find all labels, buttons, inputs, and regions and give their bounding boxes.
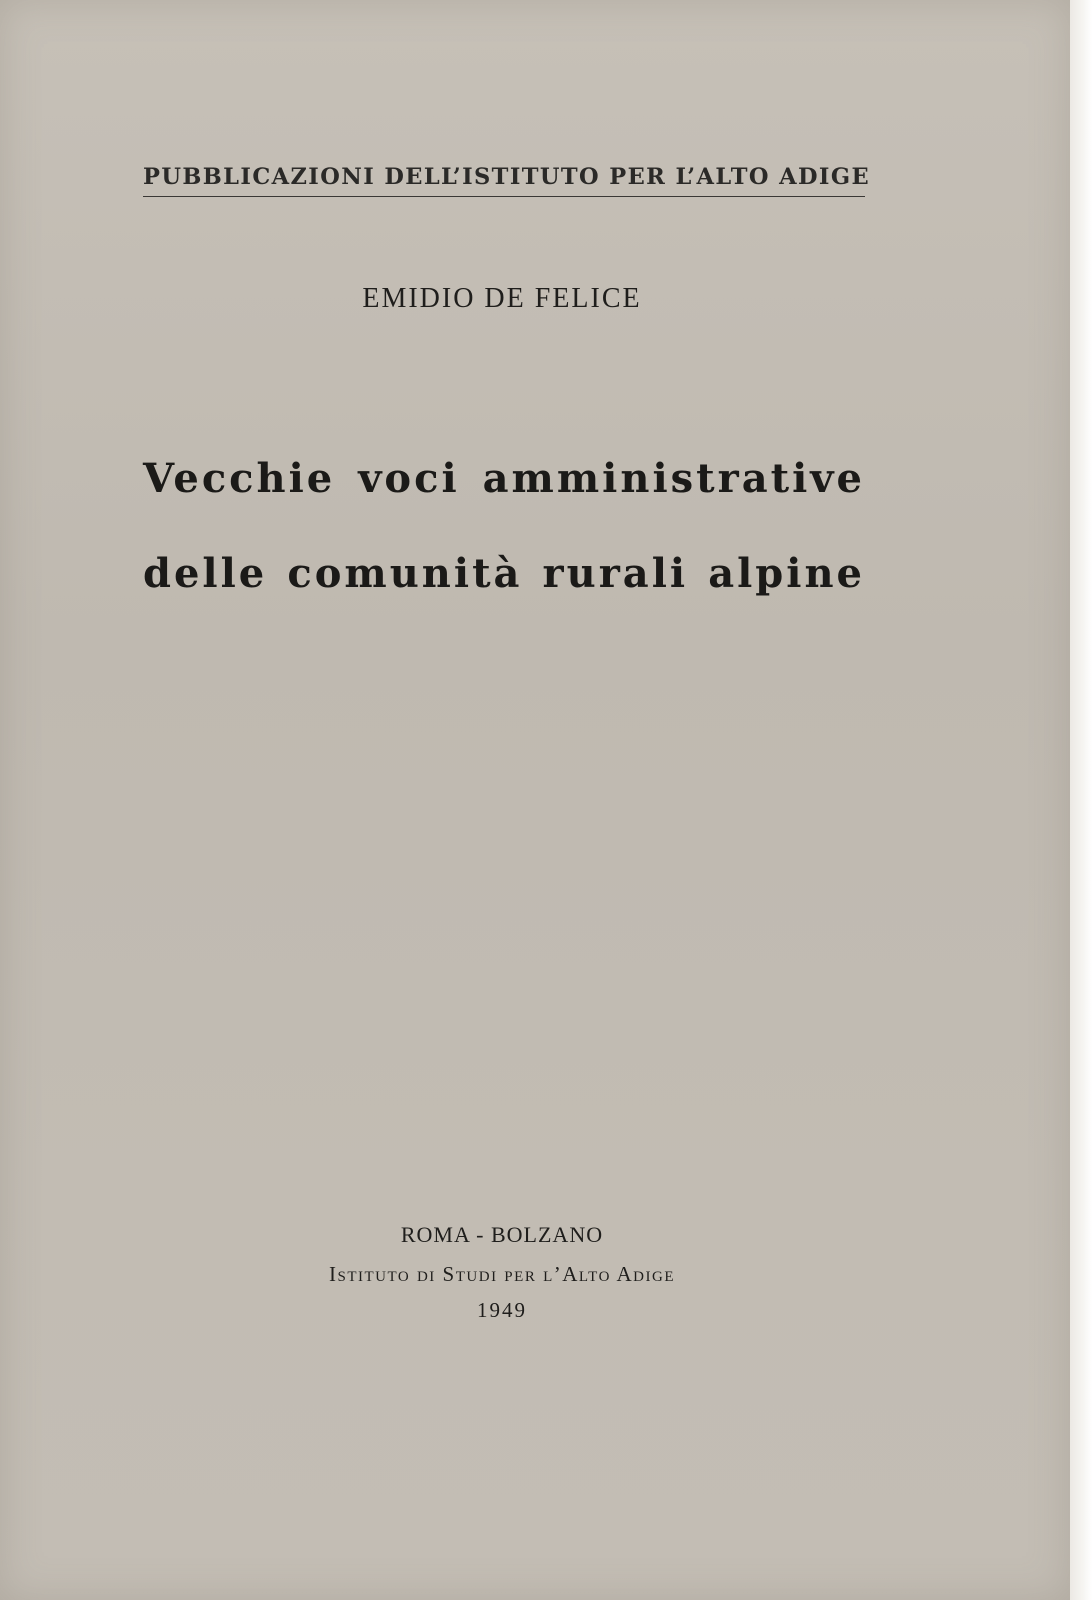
series-title: PUBBLICAZIONI DELL’ISTITUTO PER L’ALTO ADIGE [143,164,871,190]
book-title-line-1: Vecchie voci amministrative [143,455,865,502]
publisher-name: Istituto di Studi per l’Alto Adige [329,1262,675,1286]
book-title-line-2: delle comunità rurali alpine [143,550,865,597]
series-underline [143,196,865,197]
publication-place: ROMA - BOLZANO [400,1222,604,1247]
background-edge [1070,0,1092,1600]
author-name: EMIDIO DE FELICE [362,283,642,314]
publication-year: 1949 [477,1298,527,1322]
